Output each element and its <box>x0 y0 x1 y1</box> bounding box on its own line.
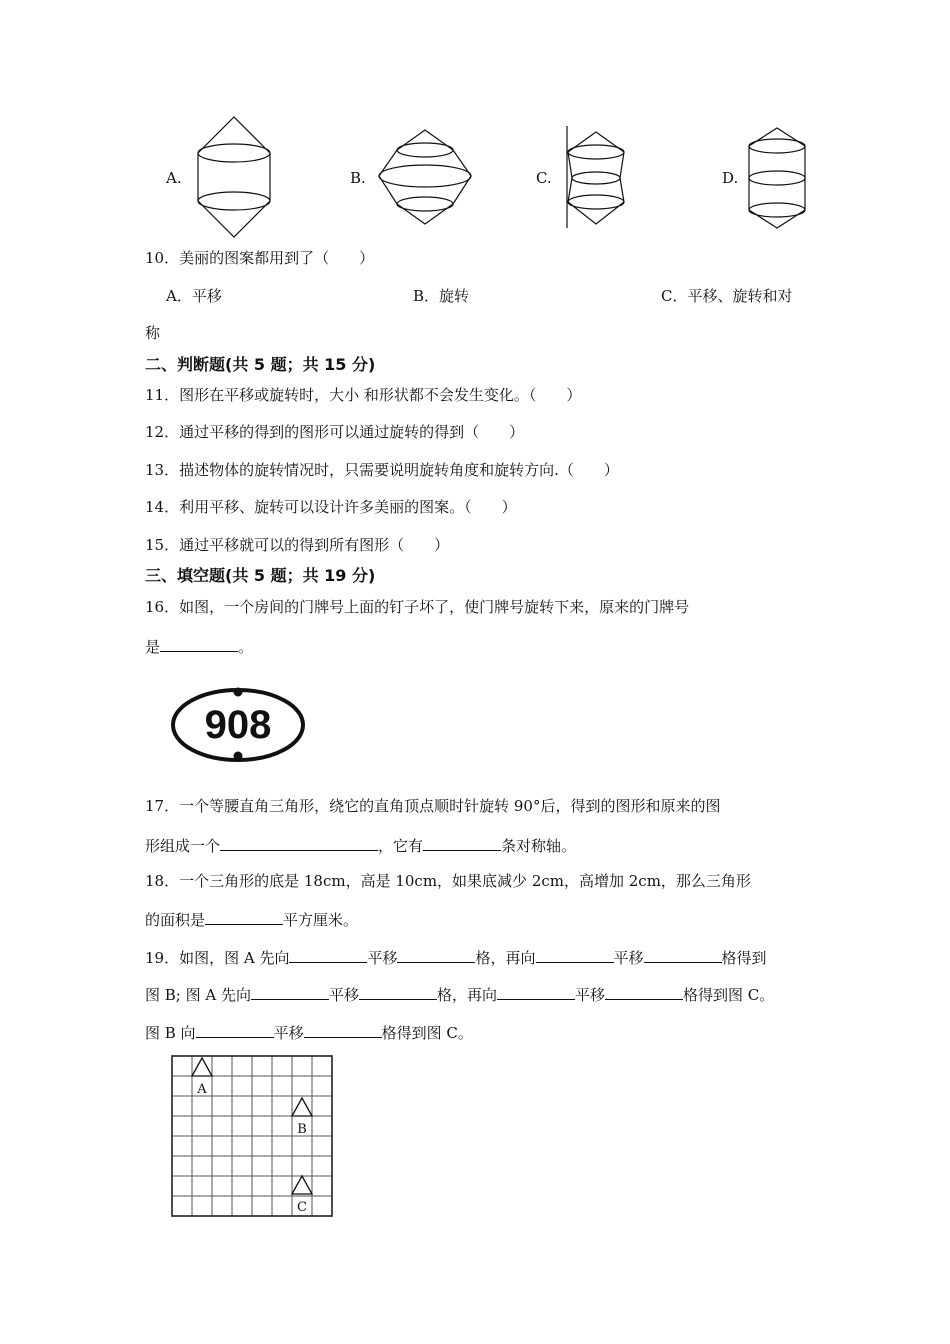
q15-text: 15．通过平移就可以的得到所有图形（ ） <box>145 536 450 554</box>
q19-shape-a <box>192 1058 212 1076</box>
q19-l1-text-d: 平移 <box>613 949 644 967</box>
q19-shape-b <box>292 1098 312 1116</box>
q19-l2-text-b: 平移 <box>328 986 359 1004</box>
q14-text: 14．利用平移、旋转可以设计许多美丽的图案。（ ） <box>145 498 517 516</box>
q16-door-sign <box>170 686 308 764</box>
q19-l3-text-b: 平移 <box>273 1024 304 1042</box>
q19-blank-3[interactable] <box>536 946 614 963</box>
q17-answer-blank-2[interactable] <box>423 834 501 851</box>
q19-l1-text-b: 平移 <box>367 949 398 967</box>
q10-option-c: C．平移、旋转和对 <box>661 287 793 305</box>
q9-option-b-label: B. <box>350 169 366 187</box>
q9-option-a-label: A. <box>166 169 182 187</box>
q19-l2-text-a: 图 B; 图 A 先向 <box>145 986 251 1004</box>
q9-figure-b <box>375 128 475 240</box>
q9-option-d-label: D. <box>722 169 739 187</box>
q9-figure-c <box>560 126 635 230</box>
q18-line-2 <box>145 908 358 930</box>
q19-l2-text-c: 格，再向 <box>437 986 498 1004</box>
q13-text: 13．描述物体的旋转情况时，只需要说明旋转角度和旋转方向.（ ） <box>145 461 619 479</box>
q16-line-2 <box>145 635 253 657</box>
q19-label-c: C <box>297 1200 307 1215</box>
q19-line-2 <box>145 983 774 1005</box>
q9-figure-a <box>190 115 280 240</box>
q19-l2-text-e: 格得到图 C。 <box>683 986 775 1004</box>
q19-l3-text-c: 格得到图 C。 <box>381 1024 473 1042</box>
q16-answer-blank[interactable] <box>160 635 238 652</box>
q16-text-b: 。 <box>238 638 254 656</box>
q19-l1-text-c: 格，再向 <box>475 949 536 967</box>
q17-text-b: ，它有 <box>378 837 424 855</box>
q19-blank-9[interactable] <box>196 1021 274 1038</box>
q10-option-c-continued: 称 <box>145 324 161 342</box>
q9-option-c-label: C. <box>536 169 552 187</box>
q19-l2-text-d: 平移 <box>575 986 606 1004</box>
q19-l1-text-a: 19．如图，图 A 先向 <box>145 949 290 967</box>
q19-label-a: A <box>197 1082 207 1097</box>
q12-text: 12．通过平移的得到的图形可以通过旋转的得到（ ） <box>145 423 525 441</box>
q17-line-2 <box>145 834 576 856</box>
q10-option-b: B．旋转 <box>413 287 470 305</box>
q18-text-b: 平方厘米。 <box>283 911 359 929</box>
section-3-heading: 三、填空题(共 5 题；共 19 分) <box>145 566 376 585</box>
q19-blank-10[interactable] <box>304 1021 382 1038</box>
q16-text-a: 是 <box>145 638 161 656</box>
q19-blank-4[interactable] <box>644 946 722 963</box>
q19-l3-text-a: 图 B 向 <box>145 1024 196 1042</box>
q9-figure-d <box>745 126 815 230</box>
q17-text-c: 条对称轴。 <box>501 837 577 855</box>
q19-shape-c <box>292 1176 312 1194</box>
q10-stem: 10．美丽的图案都用到了（ ） <box>145 249 375 267</box>
q11-text: 11．图形在平移或旋转时，大小 和形状都不会发生变化。（ ） <box>145 386 582 404</box>
q17-text-a: 形组成一个 <box>145 837 221 855</box>
q19-label-b: B <box>297 1122 307 1137</box>
q17-answer-blank-1[interactable] <box>220 834 378 851</box>
q18-answer-blank[interactable] <box>205 908 283 925</box>
q19-blank-6[interactable] <box>359 983 437 1000</box>
q19-blank-5[interactable] <box>251 983 329 1000</box>
q10-option-a: A．平移 <box>166 287 222 305</box>
q19-blank-8[interactable] <box>605 983 683 1000</box>
q19-blank-2[interactable] <box>397 946 475 963</box>
q16-line-1: 16．如图，一个房间的门牌号上面的钉子坏了，使门牌号旋转下来，原来的门牌号 <box>145 598 690 616</box>
q19-line-1 <box>145 946 767 968</box>
q19-l1-text-e: 格得到 <box>721 949 767 967</box>
q18-text-a: 的面积是 <box>145 911 206 929</box>
q19-line-3 <box>145 1021 473 1043</box>
q16-door-number: 908 <box>204 703 272 747</box>
q18-line-1: 18．一个三角形的底是 18cm，高是 10cm，如果底减少 2cm，高增加 2cm，那么三角形 <box>145 872 751 890</box>
q19-blank-1[interactable] <box>289 946 367 963</box>
q19-grid-figure <box>170 1054 334 1220</box>
q19-blank-7[interactable] <box>497 983 575 1000</box>
q17-line-1: 17．一个等腰直角三角形，绕它的直角顶点顺时针旋转 90°后，得到的图形和原来的图 <box>145 797 721 815</box>
section-2-heading: 二、判断题(共 5 题；共 15 分) <box>145 355 376 374</box>
